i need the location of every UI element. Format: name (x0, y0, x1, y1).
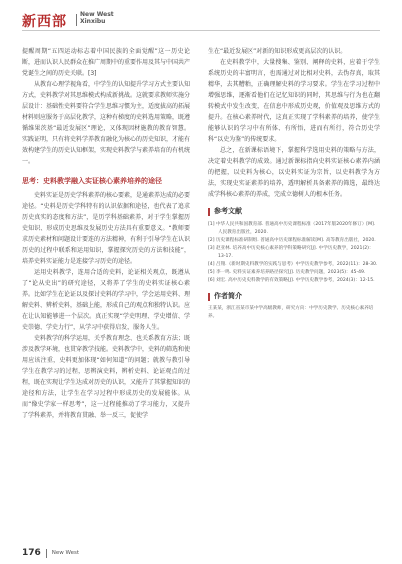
paragraph: 在史料教学中，大量搜集、鉴别、阐释的史料，应着于学生系统历史的丰富明言，也需通过对比相对史料，去伪存真，取其精华，去其糟粕，正确理解史料的学习要求。学生在学习过程中增强思维，逐渐看他们在记忆知识的同时，其思维与行为也在翻转模式中发生改变，在信息中形成历史观，价值观及思维方式的提升。在核心素养时代，这真正实现了学科素养的培养，使学生能够认识的学习中有所体、有所悟，进而有所行，符合历史学科“以史为鉴”的传统要求。 (208, 59, 380, 143)
logo-en-line1: New West (80, 11, 114, 18)
references-list (208, 221, 380, 285)
reference-item: [4] 吕翔.《新时期史料教学的实践与思考》中学历史教学参考，2022(11)：28-30. (208, 262, 378, 267)
page-footer (22, 548, 79, 558)
page-header (0, 0, 402, 34)
magazine-logo-english (80, 11, 114, 25)
magazine-logo: 新西部 (22, 14, 67, 30)
author-title: 作者简介 (214, 292, 242, 300)
paragraph: 从教育心理学视角看，中学生的认知提升学习方式主要认知方式，史料教学对其思维模式构成新挑战。这就要求教师实施分层设计：基础性史料要符合学生思维习惯为主，适度拔高的拓展材料则应服务于高层化教学，这种有梯度的史料选用策略，既遵循维果茨基“最近发展区”理论，又体现因材施教的教育智慧。实践证明，只有将史料学养教育融化为核心的历史知识，才能有效构建学生的历史认知框架，实现史料教学与素养培育的有机统一。 (22, 81, 191, 165)
author-heading (208, 291, 380, 302)
paragraph: 史料实证是历史学科素养的核心要素，是通素养达成的必要途径。“史料是历史学科特有的认识依据和途径，也代表了追求历史真实的态度和方法”，是历学科基础素养，对于学生掌握历史知识、形成历史思维及发展历史方法具有重要意义。“教师要求历史素材和问题设计要连的方法精神，有利于引导学生在认识历史的过程中联系和运用知识，掌握探究历史的方法和技能”，培养史料实证能力是连接学习历史的途径。 (22, 192, 191, 265)
reference-item: [6] 刘宏. 高中历史史料教学的有效策略[J]. 中学历史教学参考，2024(3)：12-15. (208, 278, 375, 283)
author-bio: 王某某，浙江省某市某中学高级教师，研究方向：中学历史教学、历史核心素养培养。 (208, 306, 374, 319)
footer-divider (46, 549, 47, 558)
section-heading: 思考：史料教学融入实证核心素养培养的途径 (22, 177, 162, 185)
reference-item: [5] 李一鸣. 史料实证素养培养路径探究[J]. 历史教学问题，2023(5)：45-49. (208, 270, 366, 275)
logo-en-line2: Xinxibu (80, 18, 106, 25)
header-rule (22, 30, 380, 31)
footer-magazine-name: New West (51, 550, 80, 556)
logo-divider (76, 14, 77, 26)
heading-bar (208, 293, 210, 301)
paragraph: 提醒周期“五四运动标志着中国民族的全面觉醒”这一历史论断，进而认识人民群众在推广周期中的重要作用及其与中国共产党诞生之间的历史关联。[3] (22, 48, 191, 77)
left-column (22, 46, 190, 421)
reference-item: [3] 赵亚林. 培养高中历史核心素养的学科策略研究[J]. 中学历史教学，2021(2)：13-17. (208, 246, 374, 259)
paragraph: 运用史料教学，连用合适的史料，论证相关观点，既遵从了“论从史出”的研究途径，又将养了学生的史料实证核心素养。比如学生在论证以及探讨史料的学习中，学会运用史料、理解史料、辨析史料，基础上能，形成自己的观点和独特认识。应在让认知能够进一个层次。真正实现“学史明理、学史增信、学史崇德、学史力行”，从学习中获得启发，服务人生。 (22, 269, 191, 331)
reference-item: [2] 历史课程标准研制组. 普通高中历史课程标准解读[M]. 高等教育出版社，2020. (208, 238, 376, 243)
heading-bar (208, 208, 210, 216)
paragraph: 总之，在新课标语境下，掌握科学选用史料的策略与方法，决定着史料教学的成效。通过新课标指向史料实证核心素养内涵的把握，以史料为核心，以史料实证为宗旨，以史料教学为方法，实现史实证素养的培养，透明解析具备素养的筛选，最终达成学科核心素养的养成，完成立德树人的根本任务。 (208, 147, 380, 198)
reference-item: [1] 中华人民共和国教育部. 普通高中历史课程标准（2017年版2020年修订）[M]. 人民教育出版社，2020. (208, 222, 376, 235)
references-title: 参考文献 (214, 207, 242, 215)
paragraph: 生在“最近发展区”对新的知识形成更高层次的认识。 (208, 48, 347, 55)
references-heading (208, 206, 380, 217)
right-column (208, 46, 380, 321)
page-number: 176 (22, 548, 41, 558)
paragraph: 史料教学的科学运用，关乎教育理念、也关系教育方法；既涉及教学环境，也贯穿教学技能。史料教学中，史料的筛选和使用应该注重，史料更加体现“如何知道”的问题；就教与教引导学生在教学习的过程，思辨演史料，辨析史料、论证观点的过程，既在实现让学生达成对历史的认识，又能升了其掌握知识的途径和方法，让学生在学习过程中形成历史的发展能体。从而“像史学家一样思考”，这一过程能推动了学习能力，又提升了学科素养，并将教育贯融、举一反三，促使学 (22, 335, 191, 419)
